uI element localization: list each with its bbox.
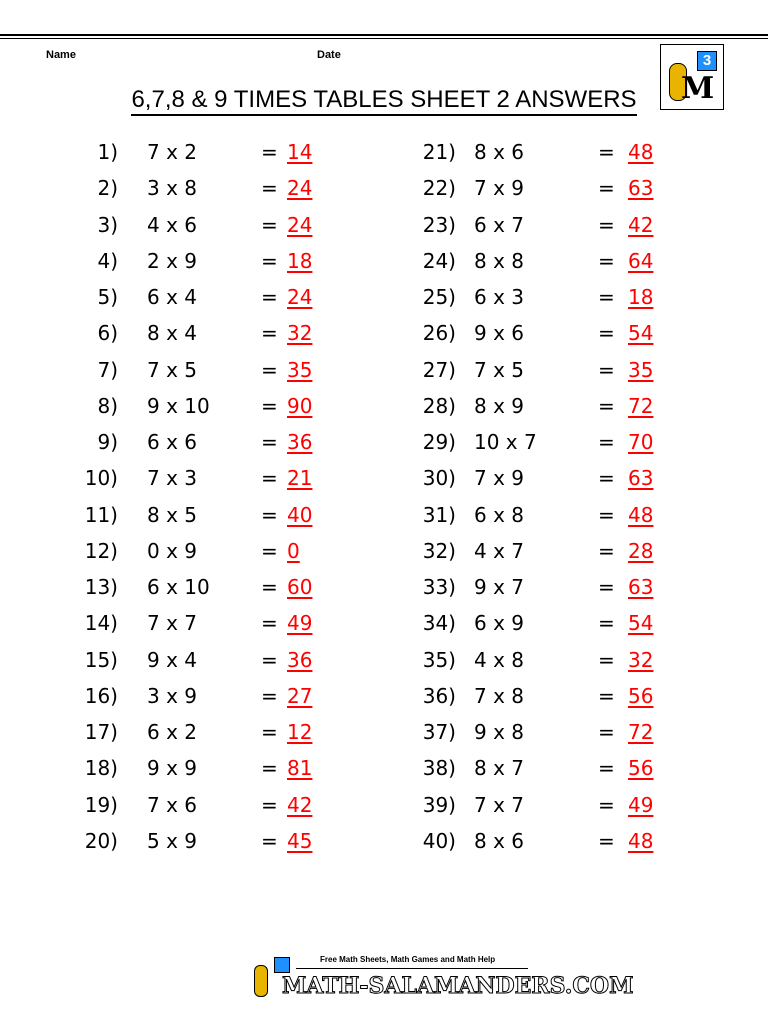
answer-value: 56 — [628, 756, 654, 781]
question-number: 12) — [84, 538, 118, 563]
question-expression: 9 x 10 — [147, 393, 210, 418]
equals-sign: = — [261, 683, 278, 708]
equals-sign: = — [598, 140, 615, 164]
question-expression: 9 x 9 — [147, 756, 197, 781]
answer-value: 64 — [628, 248, 654, 273]
question-row — [0, 424, 768, 460]
question-number: 16) — [84, 683, 118, 708]
question-expression: 6 x 7 — [474, 212, 524, 237]
question-number: 35) — [422, 647, 456, 672]
equals-sign: = — [261, 430, 278, 454]
answer-value: 18 — [287, 248, 313, 273]
answer-value: 32 — [628, 647, 654, 672]
answer-value: 27 — [287, 683, 313, 708]
question-number: 31) — [422, 502, 456, 527]
question-number: 34) — [422, 611, 456, 636]
question-expression: 8 x 6 — [474, 828, 524, 853]
answer-value: 48 — [628, 140, 654, 164]
question-expression: 4 x 6 — [147, 212, 197, 237]
question-expression: 8 x 8 — [474, 248, 524, 273]
answer-value: 54 — [628, 611, 654, 636]
question-number: 9) — [97, 430, 118, 454]
question-expression: 7 x 5 — [147, 357, 197, 382]
equals-sign: = — [598, 502, 615, 527]
salamander-icon — [254, 965, 268, 997]
question-row — [0, 243, 768, 279]
question-expression: 8 x 6 — [474, 140, 524, 164]
equals-sign: = — [598, 321, 615, 346]
question-expression: 9 x 6 — [474, 321, 524, 346]
question-expression: 6 x 6 — [147, 430, 197, 454]
question-expression: 7 x 6 — [147, 792, 197, 817]
question-number: 29) — [422, 430, 456, 454]
equals-sign: = — [598, 466, 615, 491]
equals-sign: = — [261, 647, 278, 672]
question-expression: 7 x 9 — [474, 466, 524, 491]
answer-value: 12 — [287, 720, 313, 744]
answer-value: 14 — [287, 140, 313, 164]
answer-value: 45 — [287, 828, 313, 853]
question-expression: 0 x 9 — [147, 538, 197, 563]
answer-value: 35 — [287, 357, 313, 382]
question-row — [0, 678, 768, 714]
equals-sign: = — [598, 393, 615, 418]
question-expression: 7 x 9 — [474, 176, 524, 201]
equals-sign: = — [598, 176, 615, 201]
equals-sign: = — [261, 466, 278, 491]
question-number: 1) — [97, 140, 118, 164]
answer-value: 36 — [287, 430, 313, 454]
answer-value: 36 — [287, 647, 313, 672]
question-number: 6) — [97, 321, 118, 346]
question-row — [0, 388, 768, 424]
equals-sign: = — [598, 647, 615, 672]
question-number: 28) — [422, 393, 456, 418]
question-number: 24) — [422, 248, 456, 273]
question-number: 25) — [422, 285, 456, 309]
equals-sign: = — [598, 828, 615, 853]
question-row — [0, 533, 768, 569]
question-number: 27) — [422, 357, 456, 382]
answer-value: 70 — [628, 430, 654, 454]
question-expression: 9 x 4 — [147, 647, 197, 672]
equals-sign: = — [261, 140, 278, 164]
equals-sign: = — [598, 756, 615, 781]
answer-value: 24 — [287, 176, 313, 201]
grade-badge-icon — [274, 957, 290, 973]
answer-value: 35 — [628, 357, 654, 382]
answer-value: 72 — [628, 393, 654, 418]
question-number: 19) — [84, 792, 118, 817]
equals-sign: = — [598, 792, 615, 817]
question-row — [0, 170, 768, 206]
equals-sign: = — [261, 538, 278, 563]
question-expression: 6 x 8 — [474, 502, 524, 527]
answer-value: 28 — [628, 538, 654, 563]
equals-sign: = — [261, 248, 278, 273]
equals-sign: = — [598, 212, 615, 237]
equals-sign: = — [598, 720, 615, 744]
question-row — [0, 279, 768, 315]
page-title — [0, 86, 768, 114]
question-number: 11) — [84, 502, 118, 527]
equals-sign: = — [598, 357, 615, 382]
equals-sign: = — [598, 285, 615, 309]
question-expression: 7 x 7 — [474, 792, 524, 817]
equals-sign: = — [261, 611, 278, 636]
question-row — [0, 605, 768, 641]
question-expression: 3 x 9 — [147, 683, 197, 708]
question-expression: 4 x 7 — [474, 538, 524, 563]
equals-sign: = — [598, 430, 615, 454]
question-expression: 6 x 9 — [474, 611, 524, 636]
equals-sign: = — [261, 393, 278, 418]
question-number: 15) — [84, 647, 118, 672]
question-number: 40) — [422, 828, 456, 853]
question-row — [0, 207, 768, 243]
answer-value: 42 — [287, 792, 313, 817]
salamander-logo-icon — [660, 44, 724, 110]
question-row — [0, 823, 768, 859]
equals-sign: = — [261, 502, 278, 527]
footer-rule — [296, 968, 528, 969]
answer-value: 48 — [628, 828, 654, 853]
question-number: 32) — [422, 538, 456, 563]
question-expression: 2 x 9 — [147, 248, 197, 273]
equals-sign: = — [598, 575, 615, 599]
answer-value: 21 — [287, 466, 313, 491]
footer-site-name: MATH-SALAMANDERS.COM — [282, 973, 634, 999]
answer-value: 63 — [628, 575, 654, 599]
question-number: 14) — [84, 611, 118, 636]
answer-value: 63 — [628, 176, 654, 201]
question-row — [0, 497, 768, 533]
question-row — [0, 315, 768, 351]
question-expression: 7 x 5 — [474, 357, 524, 382]
question-number: 22) — [422, 176, 456, 201]
footer-tagline: Free Math Sheets, Math Games and Math Help — [320, 955, 496, 964]
answer-value: 81 — [287, 756, 313, 781]
answer-value: 24 — [287, 212, 313, 237]
question-number: 23) — [422, 212, 456, 237]
question-expression: 6 x 2 — [147, 720, 197, 744]
question-expression: 3 x 8 — [147, 176, 197, 201]
question-expression: 8 x 5 — [147, 502, 197, 527]
answer-value: 63 — [628, 466, 654, 491]
equals-sign: = — [598, 683, 615, 708]
question-row — [0, 569, 768, 605]
equals-sign: = — [261, 575, 278, 599]
question-number: 39) — [422, 792, 456, 817]
equals-sign: = — [261, 756, 278, 781]
question-number: 38) — [422, 756, 456, 781]
question-expression: 8 x 4 — [147, 321, 197, 346]
answer-value: 49 — [287, 611, 313, 636]
answer-value: 90 — [287, 393, 313, 418]
answer-value: 48 — [628, 502, 654, 527]
equals-sign: = — [261, 792, 278, 817]
question-expression: 9 x 7 — [474, 575, 524, 599]
question-row — [0, 460, 768, 496]
question-number: 10) — [84, 466, 118, 491]
header-rule-thick — [0, 34, 768, 36]
question-row — [0, 642, 768, 678]
question-number: 36) — [422, 683, 456, 708]
equals-sign: = — [261, 285, 278, 309]
answer-value: 56 — [628, 683, 654, 708]
equals-sign: = — [598, 248, 615, 273]
question-expression: 9 x 8 — [474, 720, 524, 744]
answer-value: 60 — [287, 575, 313, 599]
name-label: Name — [46, 49, 76, 61]
question-expression: 8 x 9 — [474, 393, 524, 418]
footer-logo — [248, 955, 634, 1007]
date-label: Date — [317, 49, 341, 61]
answer-value: 40 — [287, 502, 313, 527]
question-number: 13) — [84, 575, 118, 599]
question-expression: 4 x 8 — [474, 647, 524, 672]
question-expression: 5 x 9 — [147, 828, 197, 853]
question-row — [0, 787, 768, 823]
question-expression: 7 x 7 — [147, 611, 197, 636]
equals-sign: = — [261, 321, 278, 346]
answer-value: 32 — [287, 321, 313, 346]
question-number: 20) — [84, 828, 118, 853]
answer-value: 54 — [628, 321, 654, 346]
question-number: 4) — [97, 248, 118, 273]
equals-sign: = — [261, 212, 278, 237]
question-expression: 7 x 3 — [147, 466, 197, 491]
answer-value: 72 — [628, 720, 654, 744]
equals-sign: = — [261, 357, 278, 382]
page-title-text: 6,7,8 & 9 TIMES TABLES SHEET 2 ANSWERS — [131, 86, 636, 116]
question-number: 33) — [422, 575, 456, 599]
question-number: 37) — [422, 720, 456, 744]
question-row — [0, 750, 768, 786]
question-expression: 8 x 7 — [474, 756, 524, 781]
header-rule-thin — [0, 38, 768, 39]
question-expression: 7 x 8 — [474, 683, 524, 708]
question-row — [0, 714, 768, 750]
question-row — [0, 352, 768, 388]
question-number: 8) — [97, 393, 118, 418]
equals-sign: = — [261, 176, 278, 201]
grade-badge: 3 — [697, 51, 717, 71]
answer-value: 0 — [287, 538, 300, 563]
question-number: 30) — [422, 466, 456, 491]
question-number: 21) — [422, 140, 456, 164]
question-expression: 6 x 4 — [147, 285, 197, 309]
equals-sign: = — [261, 720, 278, 744]
question-number: 2) — [97, 176, 118, 201]
question-number: 5) — [97, 285, 118, 309]
question-row — [0, 134, 768, 170]
question-number: 3) — [97, 212, 118, 237]
question-number: 17) — [84, 720, 118, 744]
easel-icon: M — [681, 71, 713, 106]
question-expression: 7 x 2 — [147, 140, 197, 164]
question-number: 18) — [84, 756, 118, 781]
question-expression: 6 x 3 — [474, 285, 524, 309]
answer-value: 42 — [628, 212, 654, 237]
equals-sign: = — [261, 828, 278, 853]
question-number: 26) — [422, 321, 456, 346]
question-expression: 10 x 7 — [474, 430, 537, 454]
question-number: 7) — [97, 357, 118, 382]
answer-value: 24 — [287, 285, 313, 309]
equals-sign: = — [598, 611, 615, 636]
question-expression: 6 x 10 — [147, 575, 210, 599]
answer-value: 18 — [628, 285, 654, 309]
equals-sign: = — [598, 538, 615, 563]
answer-value: 49 — [628, 792, 654, 817]
